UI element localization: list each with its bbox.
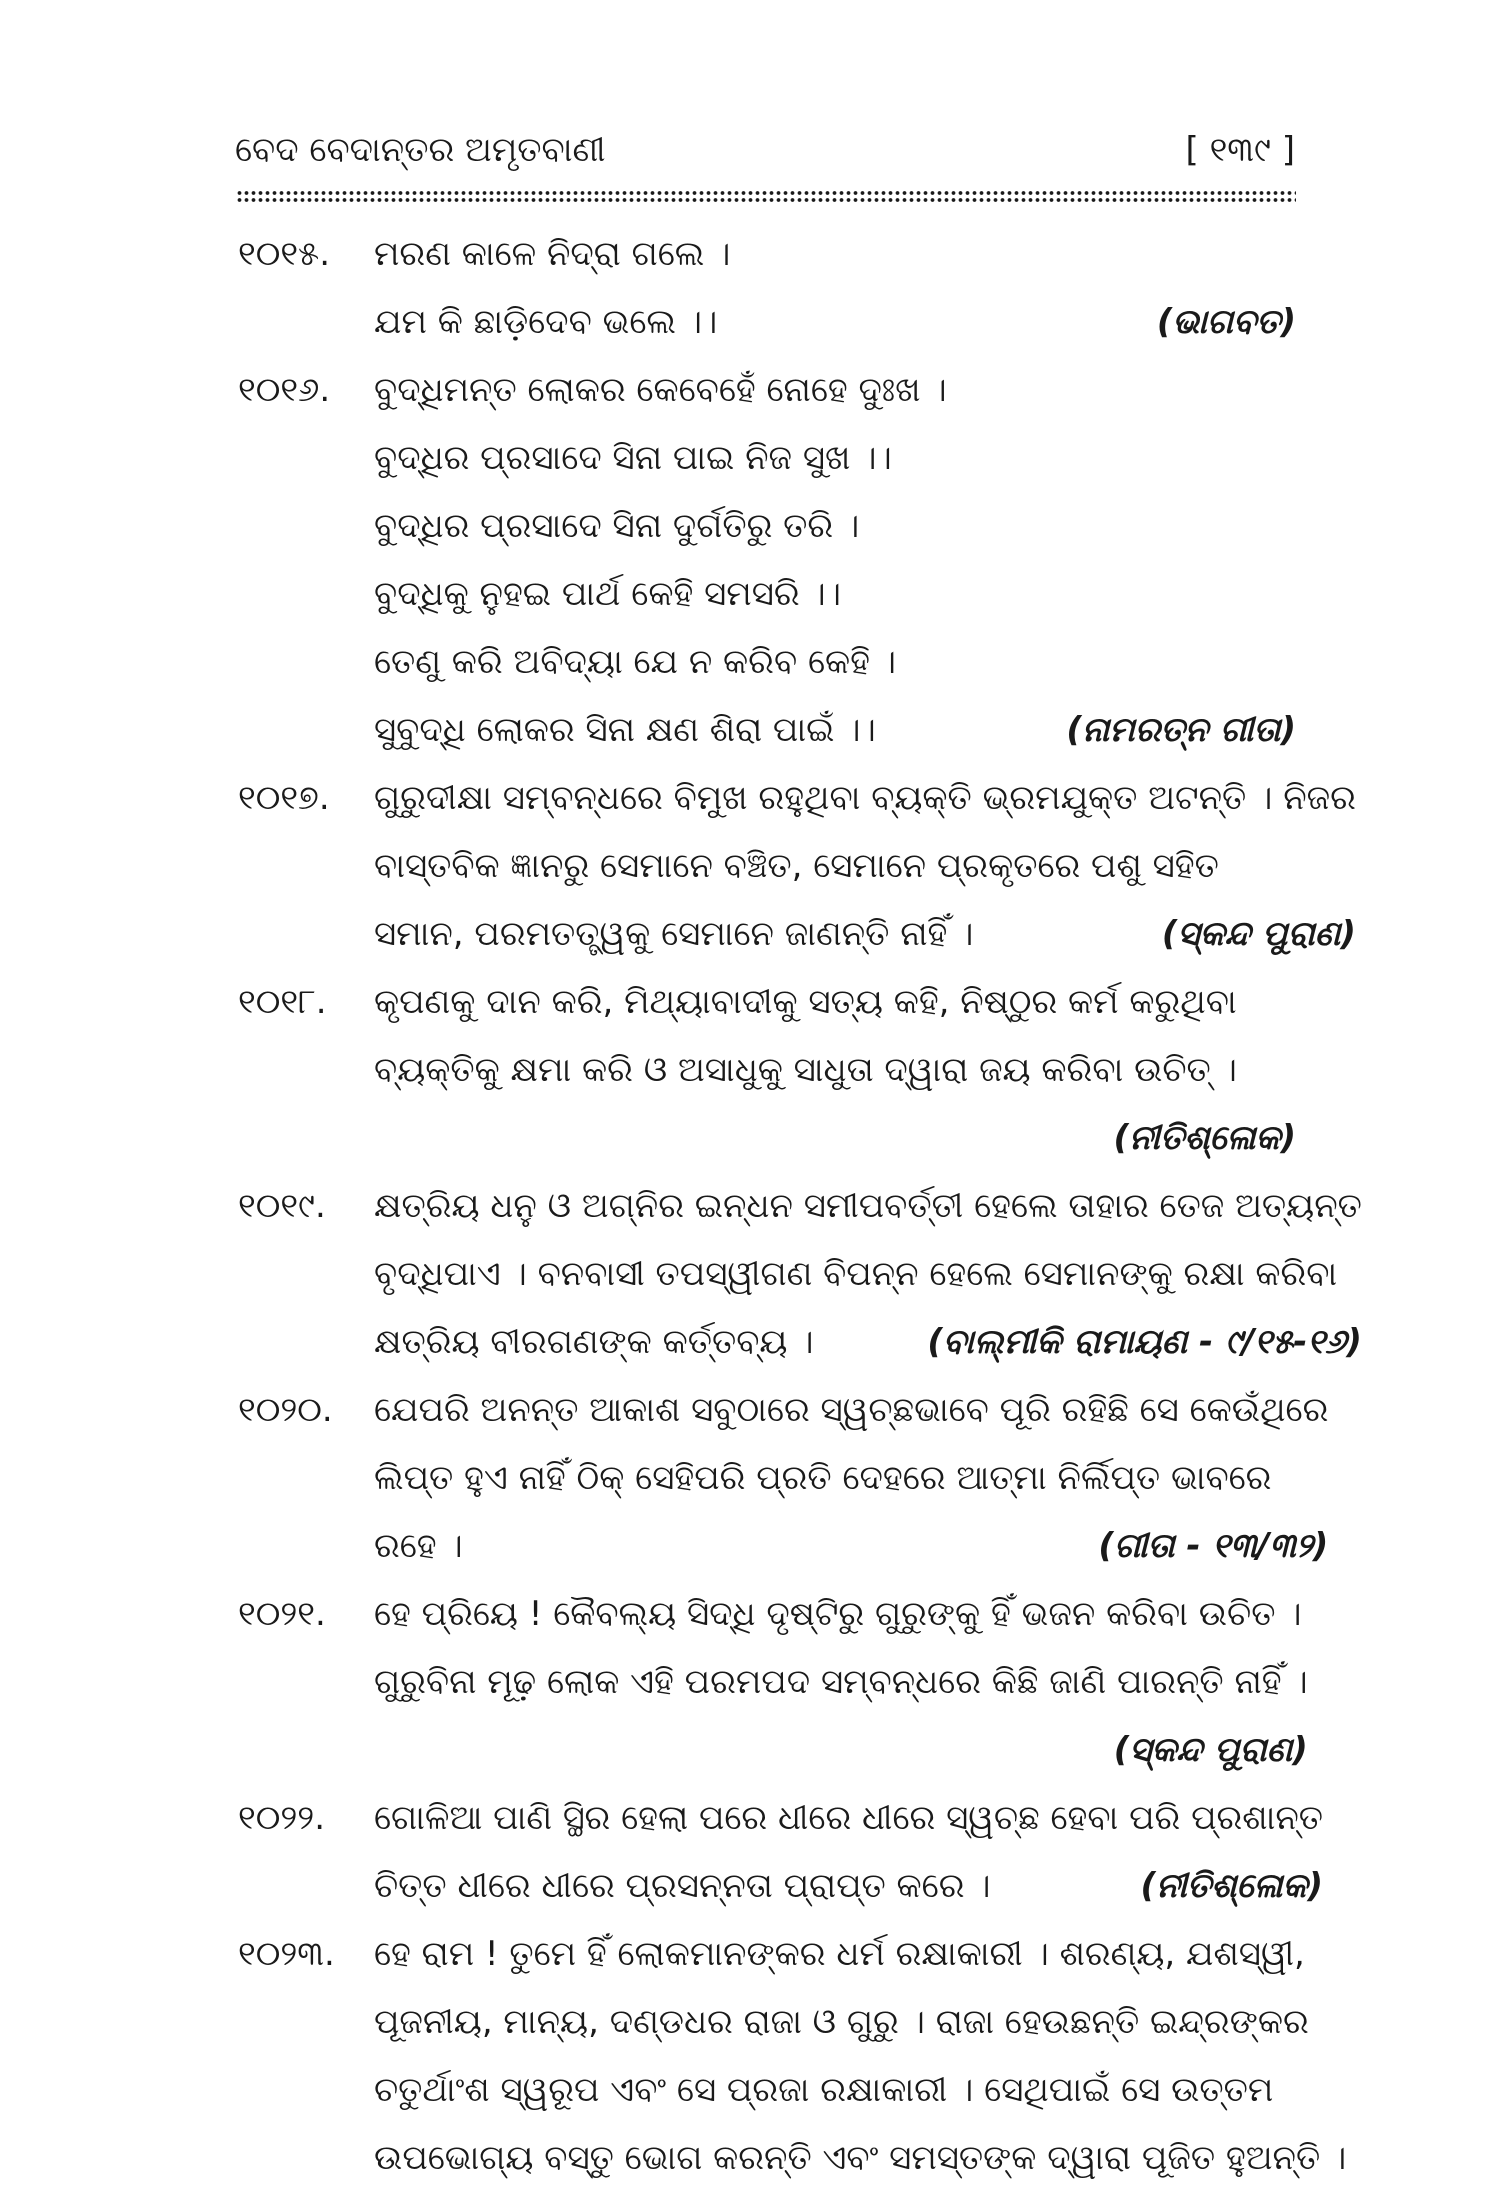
verse-number: ୧୦୨୧. <box>238 1594 326 1634</box>
verse-line: ଗୁରୁଦୀକ୍ଷା ସମ୍ବନ୍ଧରେ ବିମୁଖ ରହୁଥିବା ବ୍ୟକ୍ତି ଭ୍ରମଯୁକ୍ତ ଅଟନ୍ତି । ନିଜର <box>374 778 1356 818</box>
verse-source: (ଭାଗବତ) <box>1156 302 1296 342</box>
verse-entry <box>238 1172 1362 1376</box>
verse-line: ଚିତ୍ତ ଧୀରେ ଧୀରେ ପ୍ରସନ୍ନତା ପ୍ରାପ୍ତ କରେ । <box>374 1866 991 1906</box>
verse-entry <box>238 1376 1329 1580</box>
verse-entry <box>238 356 1296 764</box>
book-title: ବେଦ ବେଦାନ୍ତର ଅମୃତବାଣୀ <box>235 130 606 170</box>
verse-line: ବୃଦ୍ଧିପାଏ । ବନବାସୀ ତପସ୍ୱୀଗଣ ବିପନ୍ନ ହେଲେ ସେମାନଙ୍କୁ ରକ୍ଷା କରିବା <box>374 1254 1338 1294</box>
verse-source: (ବାଲ୍ମୀକି ରାମାୟଣ - ୯/୧୫-୧୬) <box>927 1322 1362 1362</box>
verse-entry <box>238 1920 1347 2192</box>
verse-number: ୧୦୧୮. <box>238 982 327 1022</box>
verse-line: ପୂଜନୀୟ, ମାନ୍ୟ, ଦଣ୍ଡଧର ରାଜା ଓ ଗୁରୁ । ରାଜା ହେଉଛନ୍ତି ଇନ୍ଦ୍ରଙ୍କର <box>374 2002 1309 2042</box>
verse-line: ହେ ପ୍ରିୟେ ! କୈବଲ୍ୟ ସିଦ୍ଧି ଦୃଷ୍ଟିରୁ ଗୁରୁଙ୍କୁ ହିଁ ଭଜନ କରିବା ଉଚିତ । <box>374 1594 1302 1634</box>
verse-entry <box>238 968 1296 1172</box>
verse-entry <box>238 220 1296 356</box>
page-number: [ ୧୩୯ ] <box>1185 130 1295 170</box>
verse-source: (ନୀତିଶ୍ଳୋକ) <box>1140 1866 1323 1906</box>
verse-line: ଗୁରୁବିନା ମୂଢ଼ ଲୋକ ଏହି ପରମପଦ ସମ୍ବନ୍ଧରେ କିଛି ଜାଣି ପାରନ୍ତି ନାହିଁ । <box>374 1662 1308 1702</box>
verse-number: ୧୦୨୩. <box>238 1934 335 1974</box>
verse-number: ୧୦୧୫. <box>238 234 331 274</box>
verse-line: ଲିପ୍ତ ହୁଏ ନାହିଁ ଠିକ୍ ସେହିପରି ପ୍ରତି ଦେହରେ ଆତ୍ମା ନିର୍ଲିପ୍ତ ଭାବରେ <box>374 1458 1272 1498</box>
verse-line: ଯମ କି ଛାଡ଼ିଦେବ ଭଲେ ।। <box>374 302 718 342</box>
verse-source: (ଗୀତା - ୧୩/୩୨) <box>1098 1526 1329 1566</box>
verse-line: କୃପଣକୁ ଦାନ କରି, ମିଥ୍ୟାବାଦୀକୁ ସତ୍ୟ କହି, ନିଷ୍ଠୁର କର୍ମ କରୁଥିବା <box>374 982 1237 1022</box>
verse-line: ଗୋଳିଆ ପାଣି ସ୍ଥିର ହେଲା ପରେ ଧୀରେ ଧୀରେ ସ୍ୱଚ୍ଛ ହେବା ପରି ପ୍ରଶାନ୍ତ <box>374 1798 1323 1838</box>
verse-number: ୧୦୨୦. <box>238 1390 333 1430</box>
verse-line: ହେ ରାମ ! ତୁମେ ହିଁ ଲୋକମାନଙ୍କର ଧର୍ମ ରକ୍ଷାକାରୀ । ଶରଣ୍ୟ, ଯଶସ୍ୱୀ, <box>374 1934 1305 1974</box>
header-dotted-rule <box>236 190 1296 196</box>
verse-line: ବାସ୍ତବିକ ଜ୍ଞାନରୁ ସେମାନେ ବଞ୍ଚିତ, ସେମାନେ ପ୍ରକୃତରେ ପଶୁ ସହିତ <box>374 846 1219 886</box>
verse-line: ମରଣ କାଳେ ନିଦ୍ରା ଗଲେ । <box>374 234 731 274</box>
verse-source: (ସ୍କନ୍ଦ ପୁରାଣ) <box>1113 1730 1308 1770</box>
verse-line: ବ୍ୟକ୍ତିକୁ କ୍ଷମା କରି ଓ ଅସାଧୁକୁ ସାଧୁତା ଦ୍ୱାରା ଜୟ କରିବା ଉଚିତ୍ । <box>374 1050 1237 1090</box>
header-dotted-rule-lower <box>236 197 1296 203</box>
verse-line: ବୁଦ୍ଧିମନ୍ତ ଲୋକର କେବେହେଁ ନୋହେ ଦୁଃଖ । <box>374 370 947 410</box>
verse-line: କ୍ଷତ୍ରିୟ ବୀରଗଣଙ୍କ କର୍ତ୍ତବ୍ୟ । <box>374 1322 814 1362</box>
verse-entry <box>238 764 1356 968</box>
verse-line: ସୁବୁଦ୍ଧି ଲୋକର ସିନା କ୍ଷଣ ଶିରା ପାଇଁ ।। <box>374 710 876 750</box>
verse-number: ୧୦୧୬. <box>238 370 331 410</box>
verse-line: ସମାନ, ପରମତତ୍ତ୍ୱକୁ ସେମାନେ ଜାଣନ୍ତି ନାହିଁ । <box>374 914 974 954</box>
verse-list <box>238 220 1362 2192</box>
verse-number: ୧୦୧୯. <box>238 1186 326 1226</box>
running-header <box>235 120 1295 180</box>
verse-line: ବୁଦ୍ଧିର ପ୍ରସାଦେ ସିନା ପାଇ ନିଜ ସୁଖ ।। <box>374 438 892 478</box>
verse-number: ୧୦୨୨. <box>238 1798 326 1838</box>
verse-entry <box>238 1580 1308 1784</box>
verse-line: ଯେପରି ଅନନ୍ତ ଆକାଶ ସବୁଠାରେ ସ୍ୱଚ୍ଛଭାବେ ପୂରି ରହିଛି ସେ କେଉଁଥିରେ <box>374 1390 1329 1430</box>
verse-source: (ନାମରତ୍ନ ଗୀତା) <box>1066 710 1296 750</box>
verse-entry <box>238 1784 1323 1920</box>
verse-line: ବୁଦ୍ଧିକୁ ନୁହଇ ପାର୍ଥ କେହି ସମସରି ।। <box>374 574 842 614</box>
verse-line: ତେଣୁ କରି ଅବିଦ୍ୟା ଯେ ନ କରିବ କେହି । <box>374 642 897 682</box>
verse-line: କ୍ଷତ୍ରିୟ ଧନୁ ଓ ଅଗ୍ନିର ଇନ୍ଧନ ସମୀପବର୍ତ୍ତୀ ହେଲେ ତାହାର ତେଜ ଅତ୍ୟନ୍ତ <box>374 1186 1362 1226</box>
verse-number: ୧୦୧୭. <box>238 778 330 818</box>
verse-line: ରହେ । <box>374 1526 463 1566</box>
verse-source: (ସ୍କନ୍ଦ ପୁରାଣ) <box>1161 914 1356 954</box>
verse-line: ବୁଦ୍ଧିର ପ୍ରସାଦେ ସିନା ଦୁର୍ଗତିରୁ ତରି । <box>374 506 860 546</box>
verse-line: ଉପଭୋଗ୍ୟ ବସ୍ତୁ ଭୋଗ କରନ୍ତି ଏବଂ ସମସ୍ତଙ୍କ ଦ୍ୱାରା ପୂଜିତ ହୁଅନ୍ତି । <box>374 2138 1347 2178</box>
verse-source: (ନୀତିଶ୍ଳୋକ) <box>1113 1118 1296 1158</box>
verse-line: ଚତୁର୍ଥାଂଶ ସ୍ୱରୂପ ଏବଂ ସେ ପ୍ରଜା ରକ୍ଷାକାରୀ । ସେଥିପାଇଁ ସେ ଉତ୍ତମ <box>374 2070 1274 2110</box>
